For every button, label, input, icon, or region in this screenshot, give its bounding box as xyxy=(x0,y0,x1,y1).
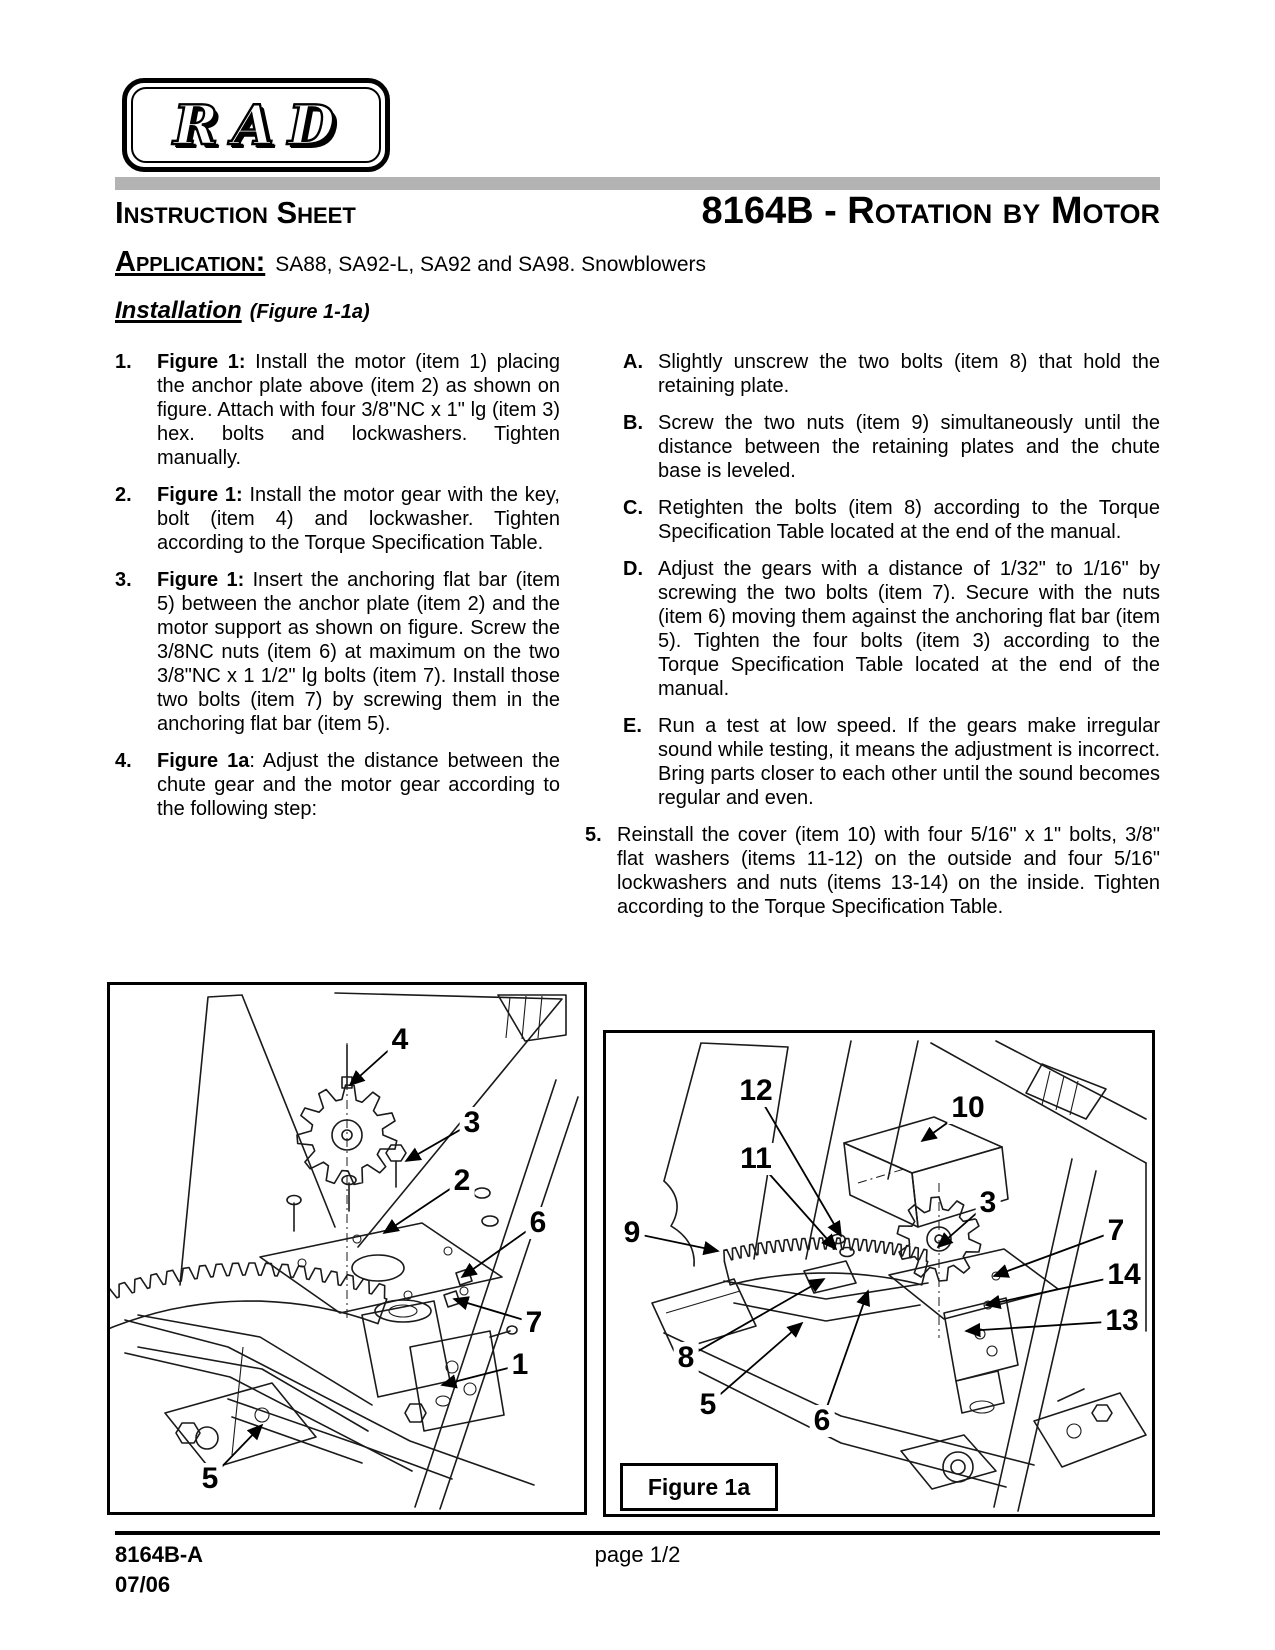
document-date: 07/06 xyxy=(115,1572,171,1597)
step-number: 3. xyxy=(115,569,132,591)
lettered-substeps xyxy=(585,350,1160,810)
figure-1-leader-lines xyxy=(110,985,584,1512)
application-line xyxy=(115,246,706,279)
instruction-step xyxy=(585,823,1160,919)
section-title: Installation xyxy=(115,297,242,324)
footer-divider xyxy=(115,1531,1160,1535)
step-text: Run a test at low speed. If the gears make irregular sound while testing, it means the adjustment is incorrect. Bring parts closer to each other until the sound becomes regular and even. xyxy=(658,715,1160,809)
step-text: Adjust the gears with a distance of 1/32" to 1/16" by screwing the two bolts (item 7). Secure with the nuts (item 6) moving them against the anchoring flat bar (item 5). Tighten the four bolts (item 3) according to the Torque Specification Table located at the end of the manual. xyxy=(658,558,1160,700)
document-code: 8164B-A xyxy=(115,1542,204,1567)
callout-10: 10 xyxy=(947,1092,988,1124)
instructions-right-column xyxy=(585,350,1160,932)
callout-6: 6 xyxy=(810,1405,835,1437)
application-models: SA88, SA92-L, SA92 and SA98. Snowblowers xyxy=(275,253,707,276)
callout-2: 2 xyxy=(450,1165,475,1197)
instruction-step xyxy=(115,568,560,736)
callout-5: 5 xyxy=(696,1389,721,1421)
step-text: Screw the two nuts (item 9) simultaneously until the distance between the retaining plates and the chute base is leveled. xyxy=(658,412,1160,482)
document-title: 8164B - Rotation by Motor xyxy=(701,190,1160,232)
step-number: D. xyxy=(623,558,643,580)
callout-4: 4 xyxy=(388,1024,413,1056)
figure-1a-label-box: Figure 1a xyxy=(620,1463,778,1511)
instruction-step xyxy=(115,483,560,555)
instruction-step xyxy=(623,411,1160,483)
header-divider-bar xyxy=(115,177,1160,190)
section-heading xyxy=(115,297,370,325)
step-number: 5. xyxy=(585,824,602,846)
section-figure-ref: (Figure 1-1a) xyxy=(249,301,370,323)
application-label: Application: xyxy=(115,246,266,278)
callout-6: 6 xyxy=(526,1207,551,1239)
callout-7: 7 xyxy=(1104,1215,1129,1247)
callout-1: 1 xyxy=(508,1349,533,1381)
callout-11: 11 xyxy=(736,1143,776,1175)
callout-3: 3 xyxy=(460,1107,485,1139)
callout-3: 3 xyxy=(976,1187,1001,1219)
page-number: page 1/2 xyxy=(594,1542,681,1567)
callout-9: 9 xyxy=(620,1217,645,1249)
instruction-step xyxy=(623,496,1160,544)
callout-5: 5 xyxy=(198,1463,223,1495)
step-text: Figure 1: Insert the anchoring flat bar (item 5) between the anchor plate (item 2) and the motor support as shown on figure. Screw the 3/8NC nuts (item 6) at maximum on the two 3/8"NC x 1 1/2" lg bolts (item 7). Install those two bolts (item 7) by screwing them in the anchoring flat bar (item 5). xyxy=(157,569,560,735)
rad-logo-inner-border xyxy=(131,87,381,163)
callout-7: 7 xyxy=(522,1307,547,1339)
callout-13: 13 xyxy=(1101,1305,1142,1337)
rad-logo xyxy=(122,78,390,172)
instruction-step xyxy=(115,350,560,470)
step-number: B. xyxy=(623,412,643,434)
step-number: 4. xyxy=(115,750,132,772)
step-text: Figure 1a: Adjust the distance between the chute gear and the motor gear according to the following step: xyxy=(157,750,560,820)
step-number: 1. xyxy=(115,351,132,373)
callout-8: 8 xyxy=(674,1342,699,1374)
step-number: C. xyxy=(623,497,643,519)
instruction-step xyxy=(623,350,1160,398)
rad-logo-text: RAD xyxy=(173,93,349,157)
step-number: 2. xyxy=(115,484,132,506)
step-number: E. xyxy=(623,715,642,737)
step-number: A. xyxy=(623,351,643,373)
figure-1a xyxy=(603,1030,1155,1517)
step-text: Retighten the bolts (item 8) according to the Torque Specification Table located at the end of the manual. xyxy=(658,497,1160,543)
step-text: Slightly unscrew the two bolts (item 8) that hold the retaining plate. xyxy=(658,351,1160,397)
document-type-title: Instruction Sheet xyxy=(115,195,356,230)
step-text: Figure 1: Install the motor gear with the key, bolt (item 4) and lockwasher. Tighten according to the Torque Specification Table. xyxy=(157,484,560,554)
callout-12: 12 xyxy=(735,1075,776,1107)
title-row xyxy=(115,190,1160,233)
instruction-step xyxy=(115,749,560,821)
figure-1a-leader-lines xyxy=(606,1033,1152,1514)
figure-1 xyxy=(107,982,587,1515)
instructions-left-column xyxy=(115,350,560,834)
step-five xyxy=(585,823,1160,919)
instruction-step xyxy=(623,557,1160,701)
step-text: Figure 1: Install the motor (item 1) placing the anchor plate above (item 2) as shown on figure. Attach with four 3/8"NC x 1" lg (item 3) hex. bolts and lockwashers. Tighten manually. xyxy=(157,351,560,469)
callout-14: 14 xyxy=(1103,1259,1144,1291)
instruction-step xyxy=(623,714,1160,810)
step-text: Reinstall the cover (item 10) with four 5/16" x 1" bolts, 3/8" flat washers (items 11-12) on the outside and four 5/16" lockwashers and nuts (items 13-14) on the inside. Tighten according to the Torque Specification Table. xyxy=(617,824,1160,918)
